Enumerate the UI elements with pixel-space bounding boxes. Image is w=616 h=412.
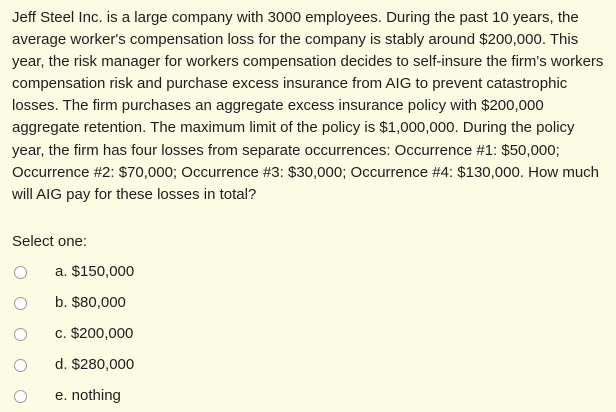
radio-button-a[interactable] [14, 266, 27, 279]
answer-option-d[interactable] [12, 350, 604, 381]
answer-label-c: c. $200,000 [55, 325, 134, 343]
answer-option-a[interactable] [12, 257, 604, 288]
radio-button-b[interactable] [14, 297, 27, 310]
answer-option-e[interactable] [12, 381, 604, 412]
select-one-prompt: Select one: [12, 232, 88, 250]
answer-label-d: d. $280,000 [55, 356, 135, 374]
answer-label-a: a. $150,000 [55, 263, 135, 281]
radio-button-e[interactable] [14, 390, 27, 403]
answer-option-c[interactable] [12, 319, 604, 350]
radio-button-d[interactable] [14, 359, 27, 372]
answer-label-b: b. $80,000 [55, 294, 126, 312]
answer-label-e: e. nothing [55, 387, 121, 405]
question-text: Jeff Steel Inc. is a large company with 3000 employees. During the past 10 years, the average worker's compensation loss for the company is stably around $200,000. This year, the risk manager for workers compensation decides to self-insure the firm's workers compensation risk and purchase excess insurance from AIG to prevent catastrophic losses. The firm purchases an aggregate excess insurance policy with $200,000 aggregate retention. The maximum limit of the policy is $1,000,000. During the policy year, the firm has four losses from separate occurrences: Occurrence #1: $50,000; Occurrence #2: $70,000; Occurrence #3: $30,000; Occurrence #4: $130,000. How much will AIG pay for these losses in total? [12, 9, 604, 203]
answer-option-b[interactable] [12, 288, 604, 319]
radio-button-c[interactable] [14, 328, 27, 341]
answer-options [12, 257, 604, 412]
